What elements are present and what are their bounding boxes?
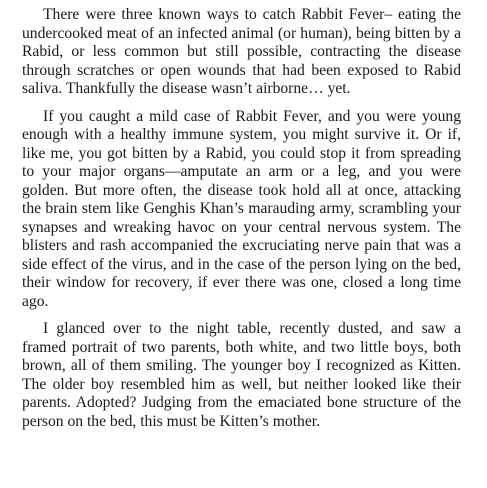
paragraph-1: There were three known ways to catch Rabbit Fever– eating the undercooked meat of an infected animal (or human), being bitten by a Rabid, or less common but still possible, contracting the disease through scratches or open wounds that had been exposed to Rabid saliva. Thankfully the disease wasn’t airborne… yet. xyxy=(22,6,461,97)
paragraph-2: If you caught a mild case of Rabbit Fever, and you were young enough with a healthy immune system, you might survive it. Or if, like me, you got bitten by a Rabid, you could stop it from spreading to your major organs—amputate an arm or a leg, and you were golden. But more often, the disease took hold all at once, attacking the brain stem like Genghis Khan’s marauding army, scrambling your synapses and wreaking havoc on your central nervous system. The blisters and rash accompanied the excruciating nerve pain that was a side effect of the virus, and in the case of the person lying on the bed, their window for recovery, if ever there was one, closed a long time ago. xyxy=(22,107,461,310)
paragraph-3: I glanced over to the night table, recently dusted, and saw a framed portrait of two parents, both white, and two little boys, both brown, all of them smiling. The younger boy I recognized as Kitten. The older boy resembled him as well, but neither looked like their parents. Adopted? Judging from the emaciated bone structure of the person on the bed, this must be Kitten’s mother. xyxy=(22,320,461,430)
